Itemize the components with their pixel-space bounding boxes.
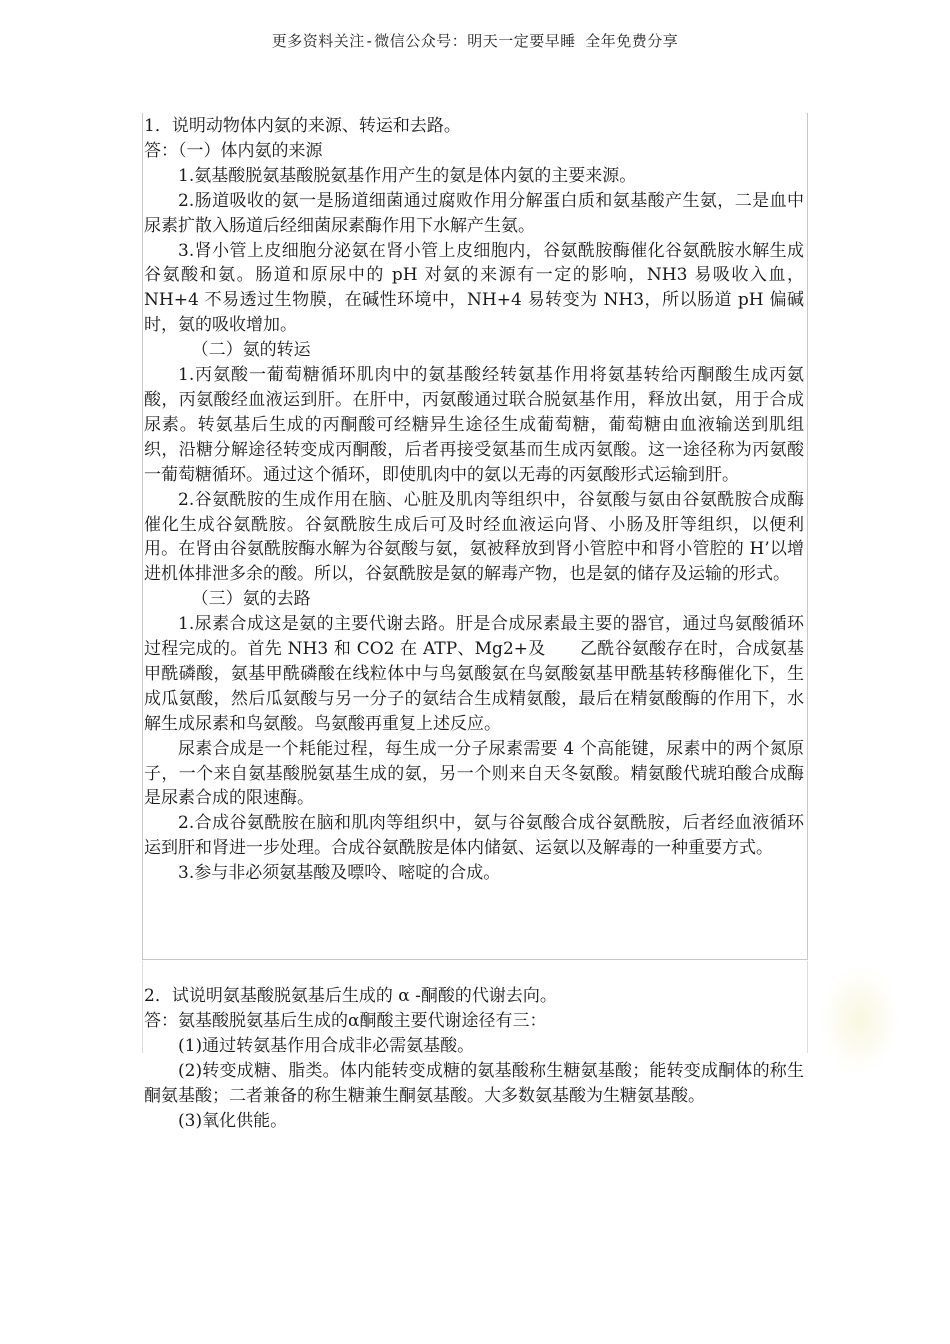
question-2-section	[144, 984, 804, 1133]
list-item: (2)转变成糖、脂类。体内能转变成糖的氨基酸称生糖氨基酸；能转变成酮体的称生酮氨基酸；二者兼备的称生糖兼生酮氨基酸。大多数氨基酸为生糖氨基酸。	[144, 1060, 804, 1106]
scan-smudge	[820, 965, 900, 1075]
paragraph: 尿素合成是一个耗能过程，每生成一分子尿素需要 4 个高能键，尿素中的两个氮原子，一个来自氨基酸脱氨基生成的氨，另一个则来自天冬氨酸。精氨酸代琥珀酸合成酶是尿素合成的限速酶。	[144, 738, 804, 809]
paragraph: 1.丙氨酸一葡萄糖循环肌肉中的氨基酸经转氨基作用将氨基转给丙酮酸生成丙氨酸，丙氨酸经血液运到肝。在肝中，丙氨酸通过联合脱氨基作用，释放出氨，用于合成尿素。转氨基后生成的丙酮酸可经糖异生途径生成葡萄糖，葡萄糖由血液输送到肌组织，沿糖分解途径转变成丙酮酸，后者再接受氨基而生成丙氨酸。这一途径称为丙氨酸一葡萄糖循环。通过这个循环，即使肌肉中的氨以无毒的丙氨酸形式运输到肝。	[144, 365, 804, 485]
list-item: (1)通过转氨基作用合成非必需氨基酸。	[178, 1035, 475, 1056]
answer-2-heading: 答：氨基酸脱氨基后生成的α酮酸主要代谢途径有三：	[144, 1010, 547, 1031]
paragraph: 2.合成谷氨酰胺在脑和肌肉等组织中，氨与谷氨酸合成谷氨酰胺，后者经血液循环运到肝和肾进一步处理。合成谷氨酰胺是体内储氨、运氨以及解毒的一种重要方式。	[144, 813, 804, 859]
paragraph: 3.参与非必须氨基酸及嘌呤、嘧啶的合成。	[178, 863, 501, 884]
paragraph: 1.氨基酸脱氨基酸脱氨基作用产生的氨是体内氨的主要来源。	[178, 165, 637, 186]
paragraph: 1.尿素合成这是氨的主要代谢去路。肝是合成尿素最主要的器官，通过鸟氨酸循环过程完成的。首先 NH3 和 CO2 在 ATP、Mg2+及 乙酰谷氨酸存在时，合成氨基甲酰磷酸，氨基甲酰磷酸在线粒体中与鸟氨酸氨在鸟氨酸氨基甲酰基转移酶催化下，生成瓜氨酸，然后瓜氨酸与另一分子的氨结合生成精氨酸，最后在精氨酸酶的作用下，水解生成尿素和鸟氨酸。鸟氨酸再重复上述反应。	[144, 614, 804, 734]
header-banner: 更多资料关注-微信公众号：明天一定要早睡 全年免费分享	[271, 32, 679, 50]
section-heading: （三）氨的去路	[191, 589, 311, 610]
paragraph: 3.肾小管上皮细胞分泌氨在肾小管上皮细胞内，谷氨酰胺酶催化谷氨酰胺水解生成谷氨酸和氨。肠道和原尿中的 pH 对氨的来源有一定的影响，NH3 易吸收入血，NH+4 不易透过生物膜，在碱性环境中，NH+4 易转变为 NH3，所以肠道 pH 偏碱时，氨的吸收增加。	[144, 240, 804, 336]
question-2-title: 2．试说明氨基酸脱氨基后生成的 α -酮酸的代谢去向。	[144, 986, 557, 1006]
list-item: (3)氧化供能。	[178, 1110, 288, 1131]
question-1-section	[144, 114, 804, 886]
answer-1-heading: 答：（一）体内氨的来源	[144, 140, 323, 161]
question-1-title: 1．说明动物体内氨的来源、转运和去路。	[144, 116, 461, 136]
paragraph: 2.谷氨酰胺的生成作用在脑、心脏及肌肉等组织中，谷氨酸与氨由谷氨酰胺合成酶催化生成谷氨酰胺。谷氨酰胺生成后可及时经血液运向肾、小肠及肝等组织，以便利用。在肾由谷氨酰胺酶水解为谷氨酸与氨，氨被释放到肾小管腔中和肾小管腔的 H’以增进机体排泄多余的酸。所以，谷氨酰胺是氨的解毒产物，也是氨的储存及运输的形式。	[144, 489, 804, 585]
paragraph: 2.肠道吸收的氨一是肠道细菌通过腐败作用分解蛋白质和氨基酸产生氨，二是血中尿素扩散入肠道后经细菌尿素酶作用下水解产生氨。	[144, 190, 804, 236]
section-heading: （二）氨的转运	[191, 340, 311, 361]
